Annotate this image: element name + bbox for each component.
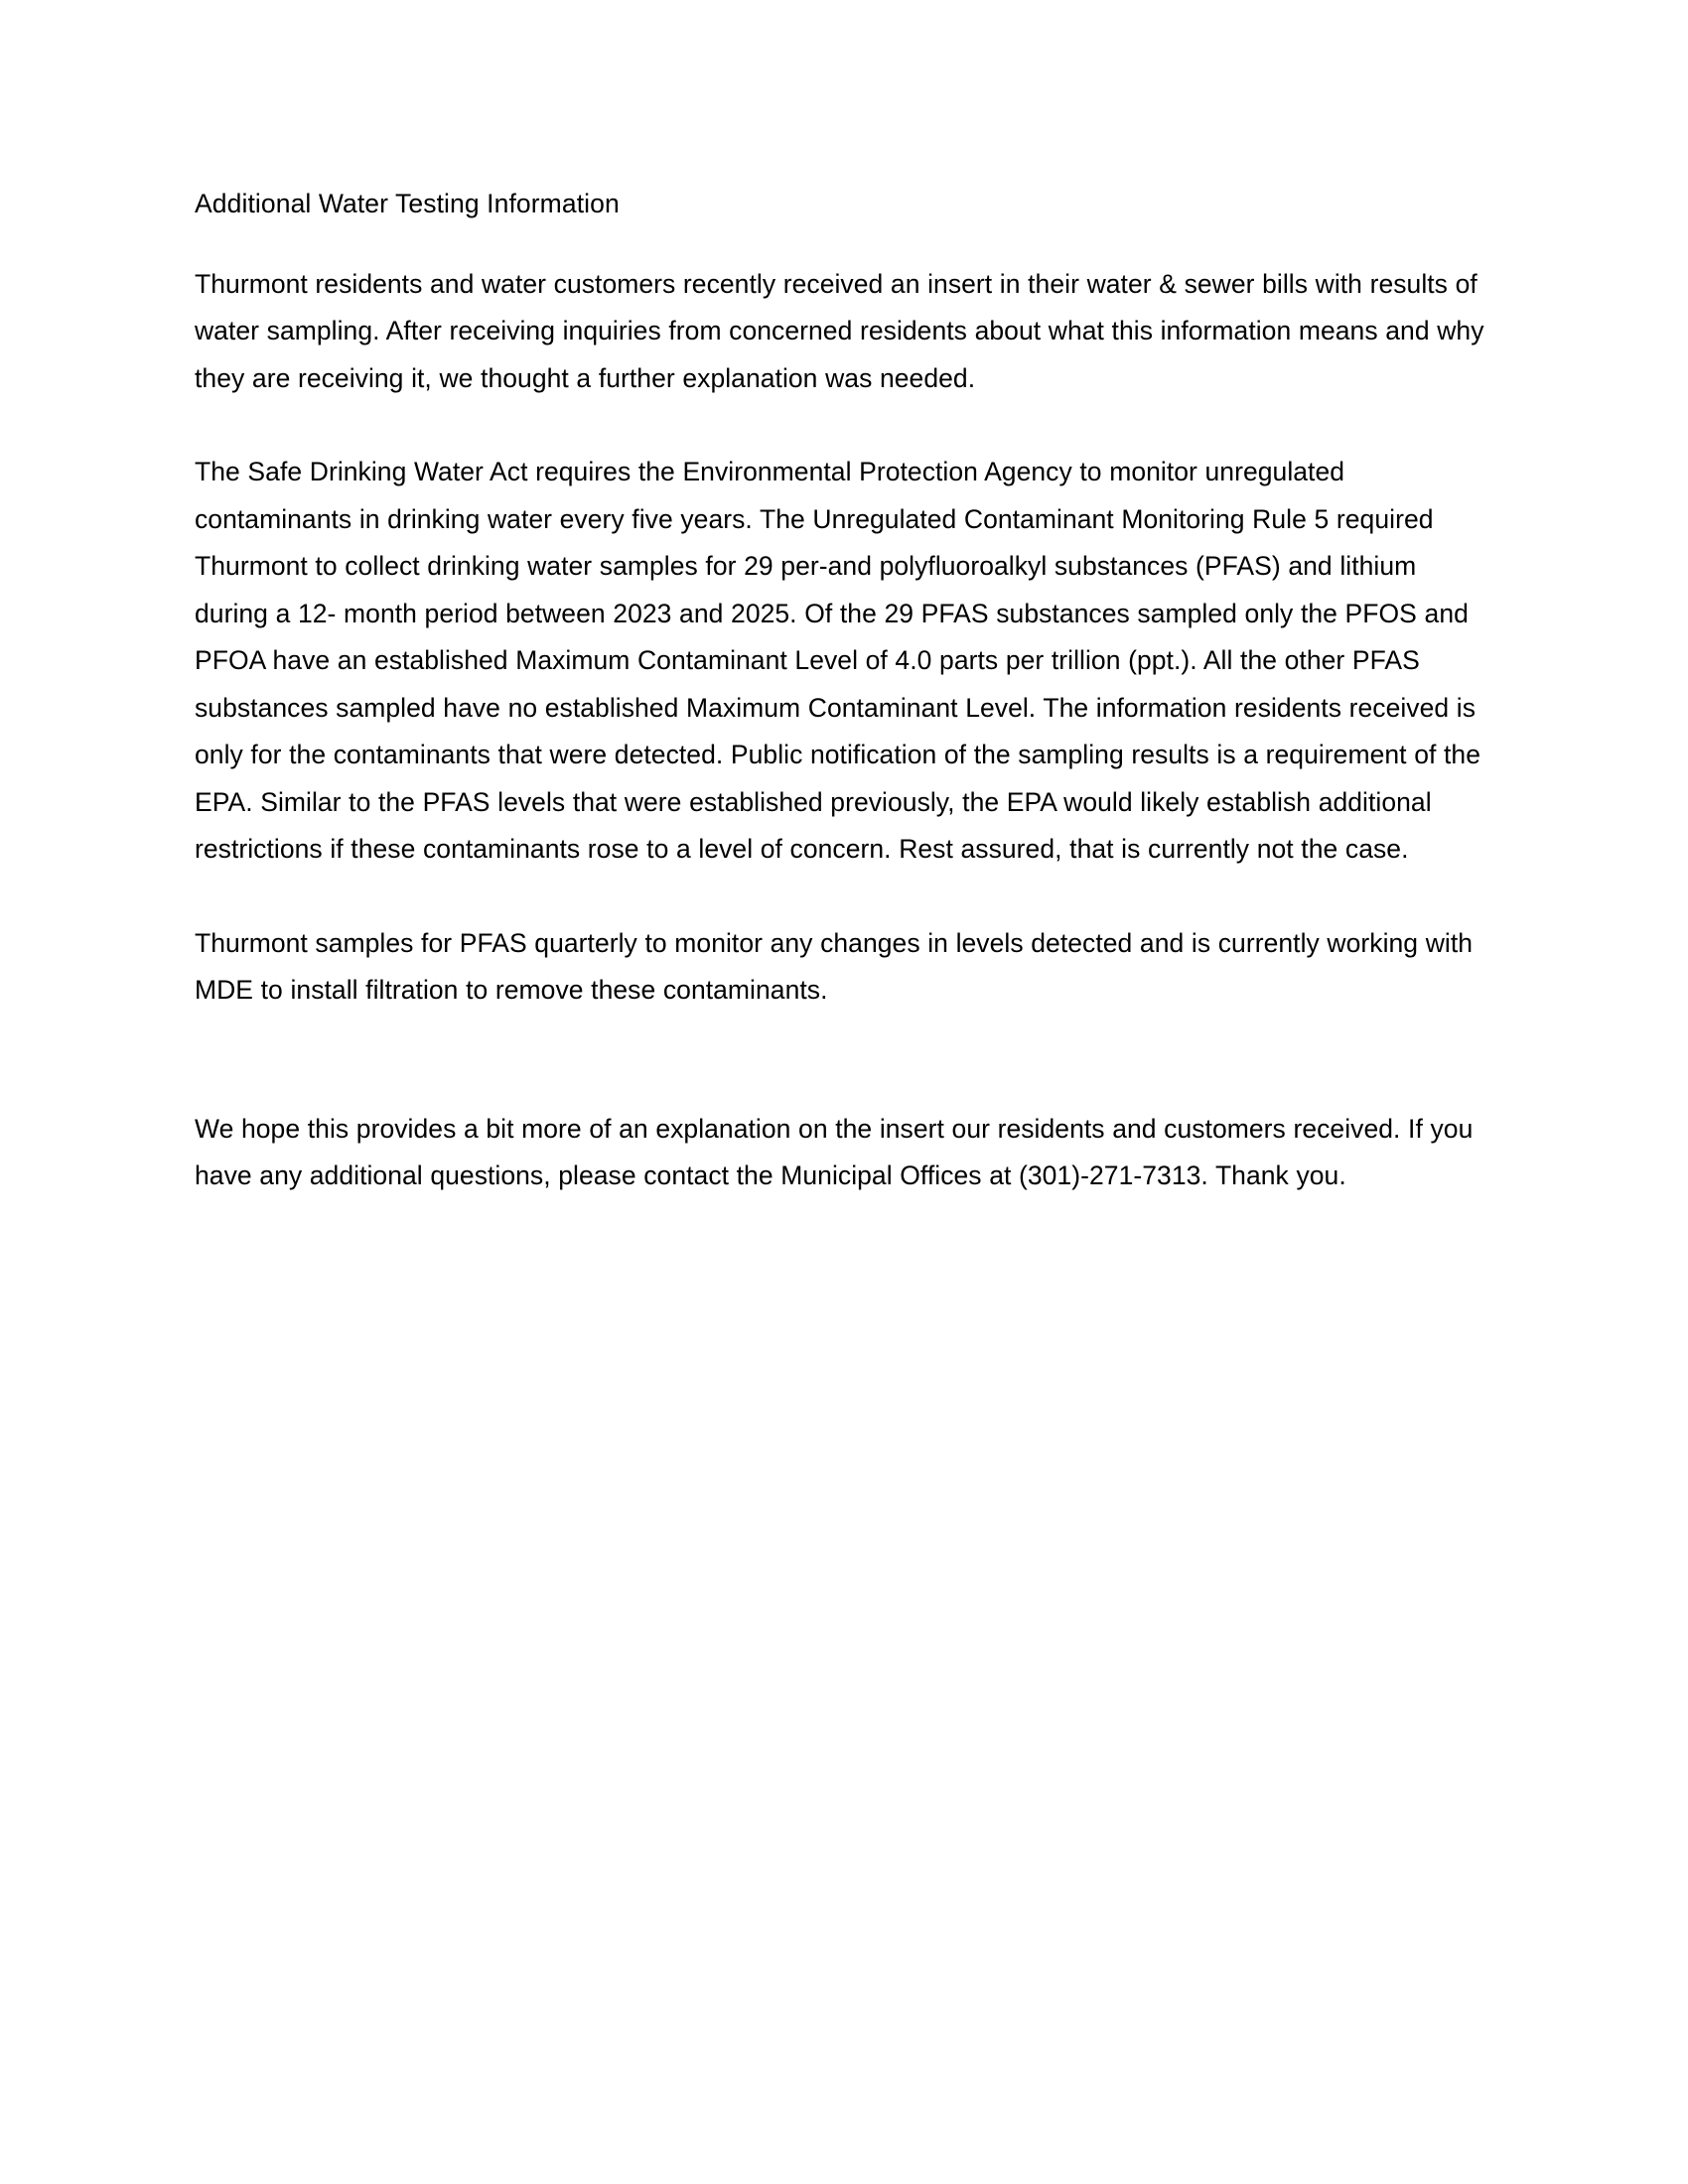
paragraph-intro: Thurmont residents and water customers recently received an insert in their water & sewer bills with results of water sampling. After receiving inquiries from concerned residents about what this information means and why they are receiving it, we thought a further explanation was needed.	[195, 268, 1484, 393]
paragraph-closing: We hope this provides a bit more of an explanation on the insert our residents and customers received. If you have any additional questions, please contact the Municipal Offices at (301)-271-7313. Thank you.	[195, 1113, 1474, 1190]
paragraph-spacer	[195, 402, 1485, 449]
paragraph-spacer	[195, 874, 1485, 920]
document-body	[195, 191, 1485, 1200]
paragraph-quarterly-sampling: Thurmont samples for PFAS quarterly to monitor any changes in levels detected and is currently working with MDE to install filtration to remove these contaminants.	[195, 927, 1474, 1005]
paragraph-spacer	[195, 1015, 1485, 1106]
paragraph-sdwa-explanation: The Safe Drinking Water Act requires the Environmental Protection Agency to monitor unregulated contaminants in drinking water every five years. The Unregulated Contaminant Monitoring Rule 5 required Thurmont to collect drinking water samples for 29 per-and polyfluoroalkyl substances (PFAS) and lithium during a 12- month period between 2023 and 2025. Of the 29 PFAS substances sampled only the PFOS and PFOA have an established Maximum Contaminant Level of 4.0 parts per trillion (ppt.). All the other PFAS substances sampled have no established Maximum Contaminant Level. The information residents received is only for the contaminants that were detected. Public notification of the sampling results is a requirement of the EPA. Similar to the PFAS levels that were established previously, the EPA would likely establish additional restrictions if these contaminants rose to a level of concern. Rest assured, that is currently not the case.	[195, 457, 1480, 864]
page-title: Additional Water Testing Information	[195, 189, 620, 218]
